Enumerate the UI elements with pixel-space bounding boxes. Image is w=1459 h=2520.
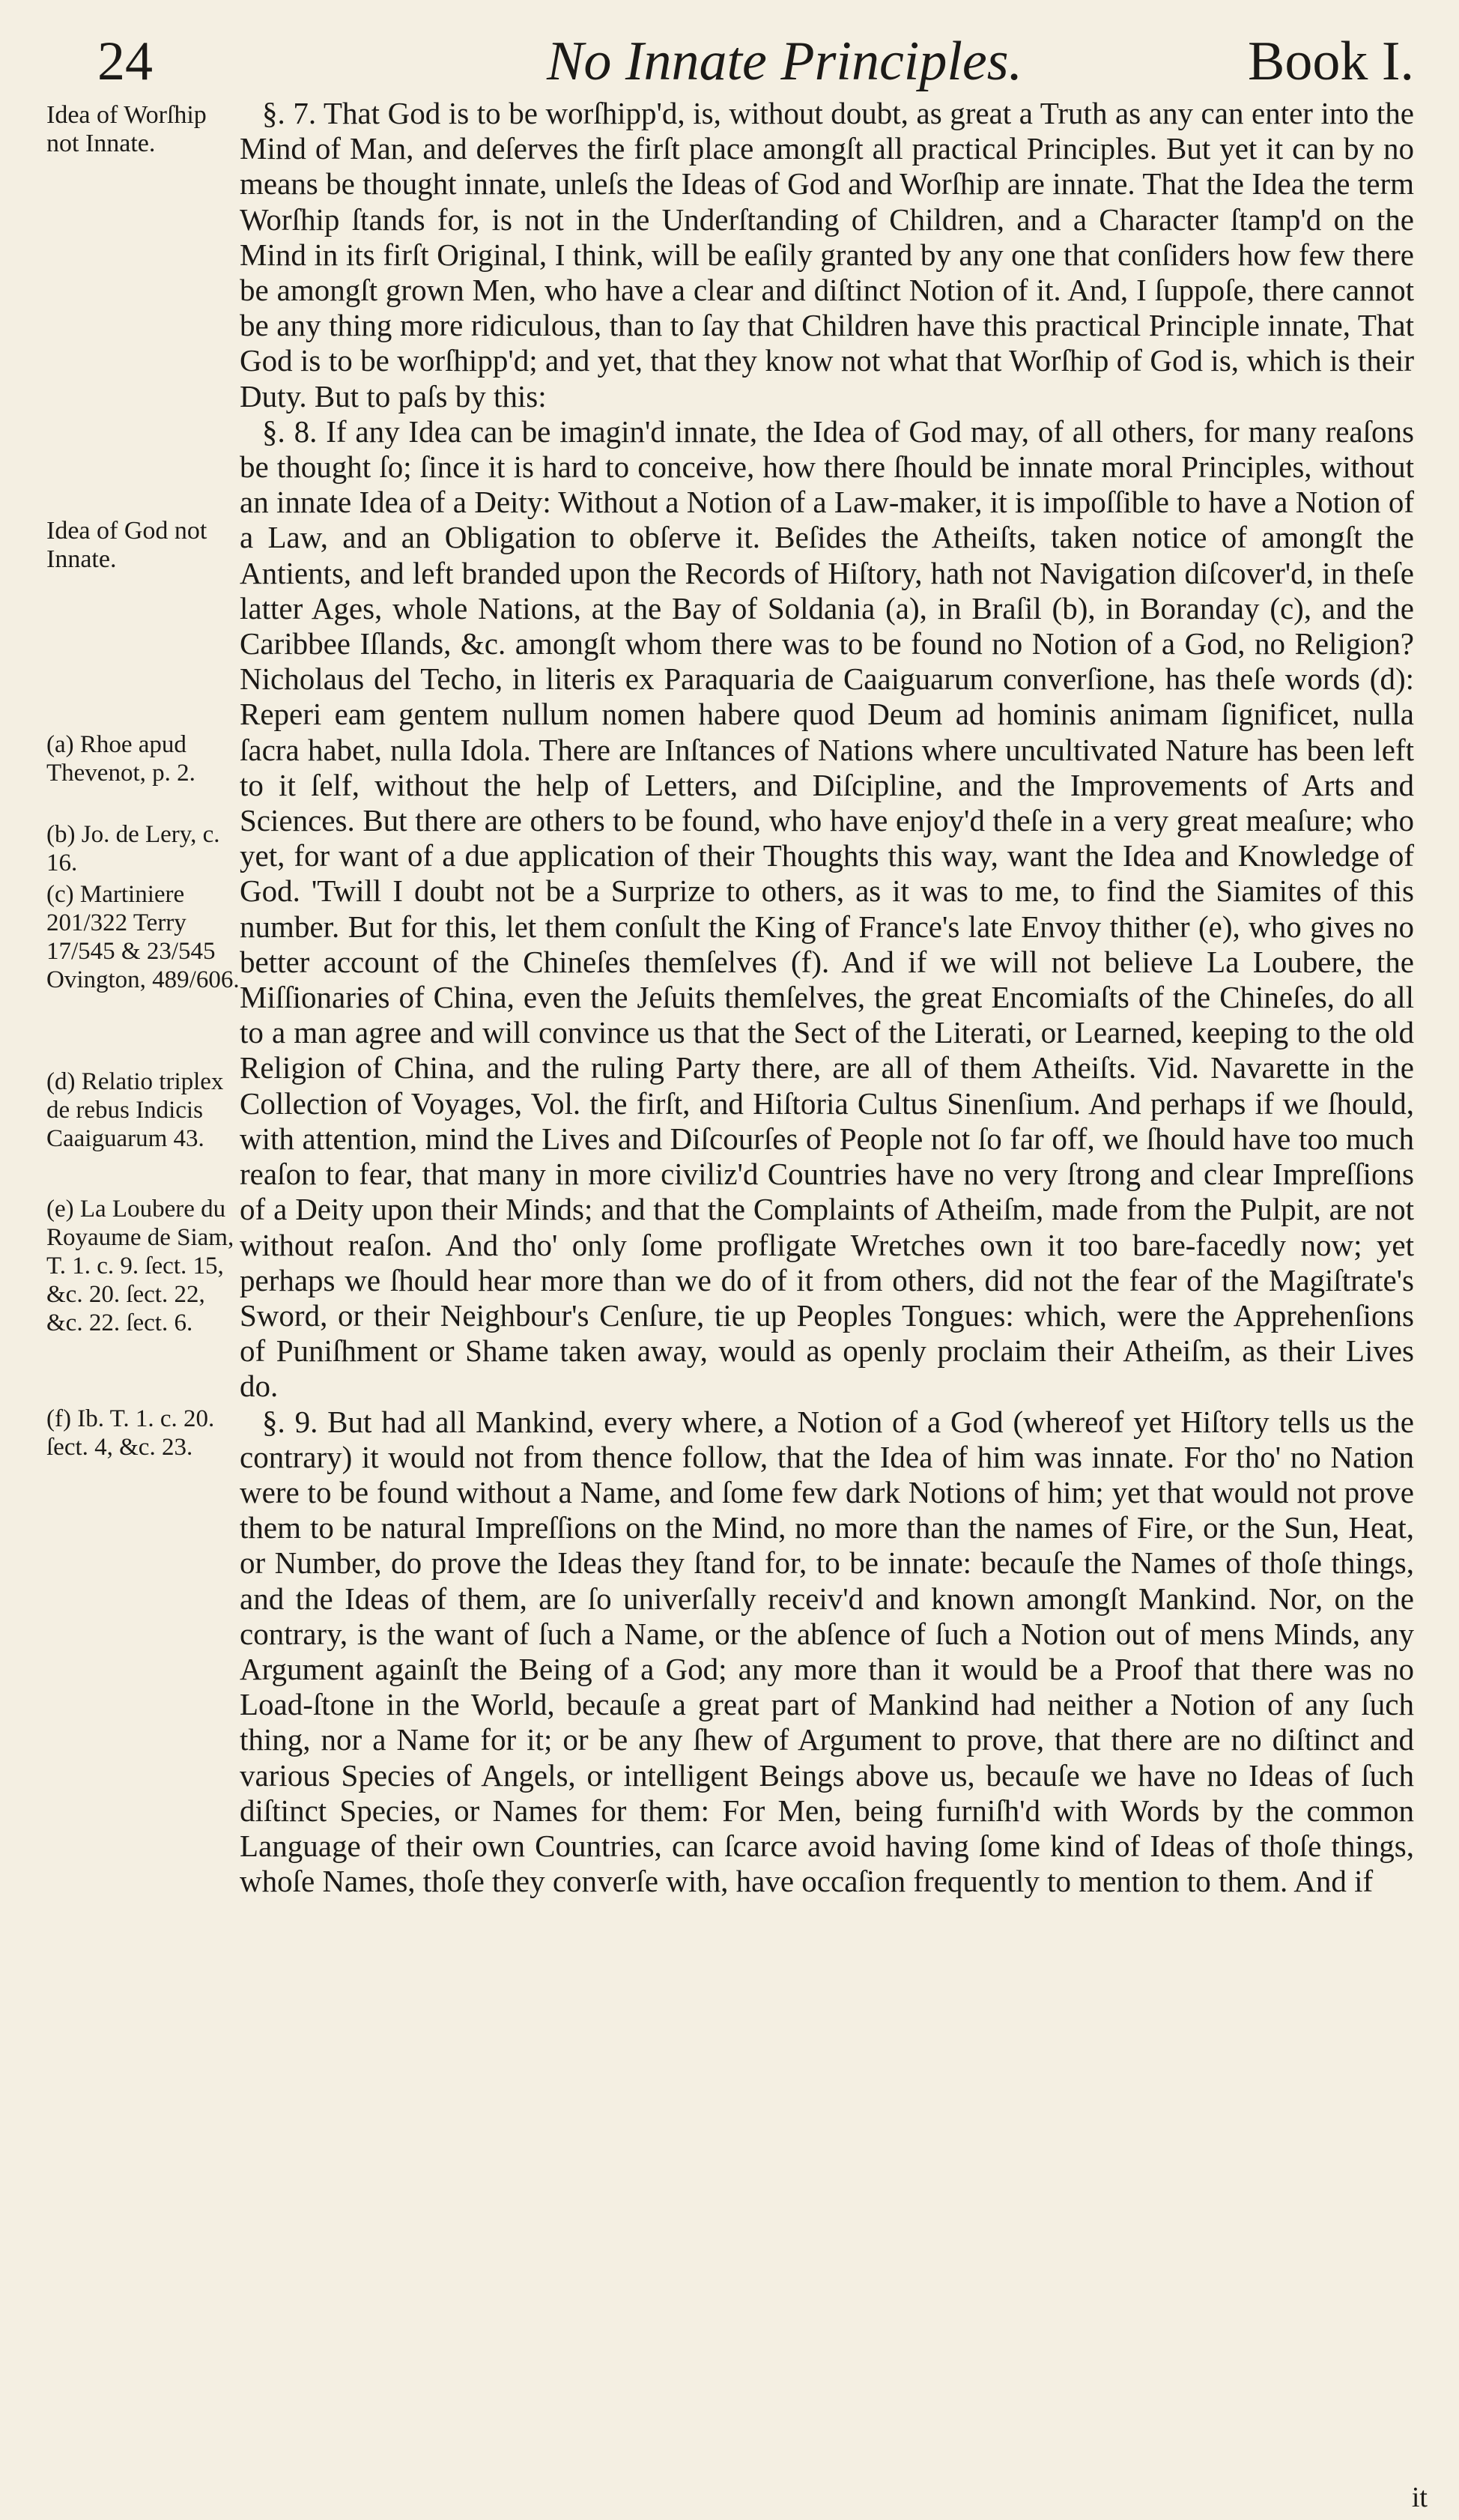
catchword: it bbox=[1411, 2482, 1428, 2513]
footnote-a: (a) Rhoe apud Thevenot, p. 2. bbox=[46, 731, 195, 787]
sidehead-god: Idea of God not Innate. bbox=[46, 517, 207, 573]
footnote-c: (c) Martiniere 201/322 Terry 17/545 & 23/545 Ovington, 489/606. bbox=[46, 881, 240, 993]
section-7-paragraph: §. 7. That God is to be worſhipp'd, is, without doubt, as great a Truth as any can enter into the Mind of Man, and deſerves the firſt place amongſt all practical Principles. But yet it can by no means be thought innate, unleſs the Ideas of God and Worſhip are innate. That the Idea the term Worſhip ſtands for, is not in the Underſtanding of Children, and a Character ſtamp'd on the Mind in its firſt Original, I think, will be eaſily granted by any one that conſiders how few there be amongſt grown Men, who have a clear and diſtinct Notion of it. And, I ſuppoſe, there cannot be any thing more ridiculous, than to ſay that Children have this practical Principle innate, That God is to be worſhipp'd; and yet, that they know not what that Worſhip of God is, which is their Duty. But to paſs by this: bbox=[240, 96, 1414, 414]
book-label: Book I. bbox=[1248, 31, 1414, 92]
section-8-paragraph: §. 8. If any Idea can be imagin'd innate, the Idea of God may, of all others, for many reaſons be thought ſo; ſince it is hard to conceive, how there ſhould be innate moral Principles, without an innate Idea of a Deity: Without a Notion of a Law-maker, it is impoſſible to have a Notion of a Law, and an Obligation to obſerve it. Beſides the Atheiſts, taken notice of amongſt the Antients, and left branded upon the Records of Hiſtory, hath not Navigation diſcover'd, in theſe latter Ages, whole Nations, at the Bay of Soldania (a), in Braſil (b), in Boranday (c), and the Caribbee Iſlands, &c. amongſt whom there was to be found no Notion of a God, no Religion? Nicholaus del Techo, in literis ex Paraquaria de Caaiguarum converſione, has theſe words (d): Reperi eam gentem nullum nomen habere quod Deum ad hominis animam ſignificet, nulla ſacra habet, nulla Idola. There are Inſtances of Nations where uncultivated Nature has been left to it ſelf, without the help of Letters, and Diſcipline, and the Improvements of Arts and Sciences. But there are others to be found, who have enjoy'd theſe in a very great meaſure; who yet, for want of a due application of their Thoughts this way, want the Idea and Knowledge of God. 'Twill I doubt not be a Surprize to others, as it was to me, to find the Siamites of this number. But for this, let them conſult the King of France's late Envoy thither (e), who gives no better account of the Chineſes themſelves (f). And if we will not believe La Loubere, the Miſſionaries of China, even the Jeſuits themſelves, the great Encomiaſts of the Chineſes, do all to a man agree and will convince us that the Sect of the Literati, or Learned, keeping to the old Religion of China, and the ruling Party there, are all of them Atheiſts. Vid. Navarette in the Collection of Voyages, Vol. the firſt, and Hiſtoria Cultus Sinenſium. And perhaps if we ſhould, with attention, mind the Lives and Diſcourſes of People not ſo far off, we ſhould have too much reaſon to fear, that many in more civiliz'd Countries have no very ſtrong and clear Impreſſions of a Deity upon their Minds; and that the Complaints of Atheiſm, made from the Pulpit, are not without reaſon. And tho' only ſome profligate Wretches own it too bare-facedly now; yet perhaps we ſhould hear more than we do of it from others, did not the fear of the Magiſtrate's Sword, or their Neighbour's Cenſure, tie up Peoples Tongues: which, were the Apprehenſions of Puniſhment or Shame taken away, would as openly proclaim their Atheiſm, as their Lives do. bbox=[240, 414, 1414, 1404]
footnote-e: (e) La Loubere du Royaume de Siam, T. 1. c. 9. ſect. 15, &c. 20. ſect. 22, &c. 22. ſect. 6. bbox=[46, 1196, 234, 1336]
section-9-paragraph: §. 9. But had all Mankind, every where, a Notion of a God (whereof yet Hiſtory tells us the contrary) it would not from thence follow, that the Idea of him was innate. For tho' no Nation were to be found without a Name, and ſome few dark Notions of him; yet that would not prove them to be natural Impreſſions on the Mind, no more than the names of Fire, or the Sun, Heat, or Number, do prove the Ideas they ſtand for, to be innate: becauſe the Names of thoſe things, and the Ideas of them, are ſo univerſally receiv'd and known amongſt Mankind. Nor, on the contrary, is the want of ſuch a Name, or the abſence of ſuch a Notion out of mens Minds, any Argument againſt the Being of a God; any more than it would be a Proof that there was no Load-ſtone in the World, becauſe a great part of Mankind had neither a Notion of any ſuch thing, nor a Name for it; or be any ſhew of Argument to prove, that there are no diſtinct and various Species of Angels, or intelligent Beings above us, becauſe we have no Ideas of ſuch diſtinct Species, or Names for them: For Men, being furniſh'd with Words by the common Language of their own Countries, can ſcarce avoid having ſome kind of Ideas of thoſe things, whoſe Names, thoſe they converſe with, have occaſion frequently to mention to them. And if bbox=[240, 1404, 1414, 1899]
sidehead-worship: Idea of Worſhip not Innate. bbox=[46, 101, 207, 157]
footnote-d: (d) Relatio triplex de rebus Indicis Caaiguarum 43. bbox=[46, 1068, 224, 1152]
page-number: 24 bbox=[97, 31, 153, 92]
footnote-b: (b) Jo. de Lery, c. 16. bbox=[46, 821, 220, 876]
main-text bbox=[240, 96, 1414, 1899]
running-title: No Innate Principles. bbox=[547, 31, 1023, 92]
footnote-f: (f) Ib. T. 1. c. 20. ſect. 4, &c. 23. bbox=[46, 1405, 215, 1461]
